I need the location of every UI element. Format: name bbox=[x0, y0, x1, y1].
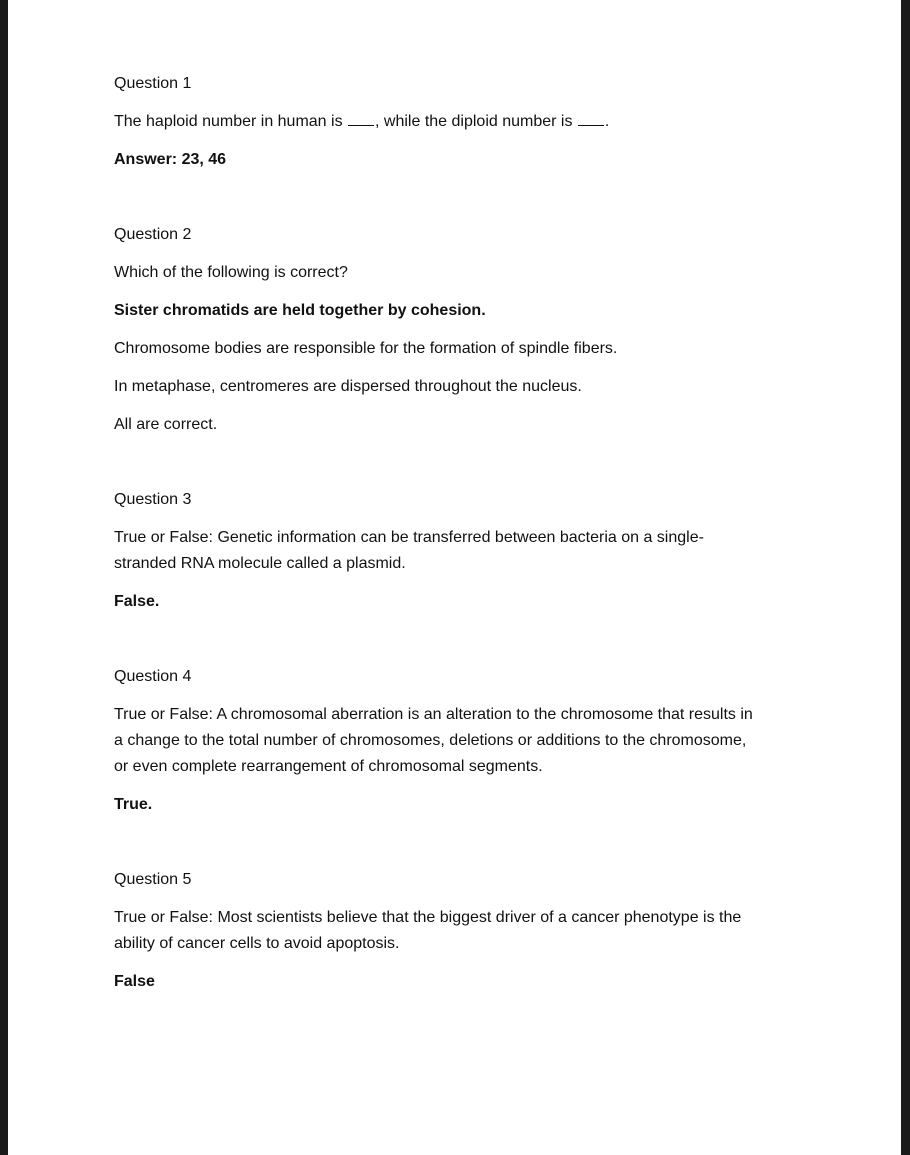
answer-text: True. bbox=[114, 796, 153, 813]
question-5 bbox=[114, 867, 834, 995]
prompt-line: True or False: Genetic information can be transferred between bacteria on a single- bbox=[114, 529, 704, 546]
option-correct: Sister chromatids are held together by cohesion. bbox=[114, 302, 486, 319]
question-3 bbox=[114, 487, 834, 615]
question-title: Question 2 bbox=[114, 226, 192, 243]
prompt-line: a change to the total number of chromosomes, deletions or additions to the chromosome, bbox=[114, 732, 747, 749]
answer-text: False bbox=[114, 973, 155, 990]
prompt-text: The haploid number in human is bbox=[114, 113, 348, 130]
blank-line bbox=[578, 111, 604, 126]
prompt-text: , while the diploid number is bbox=[375, 113, 577, 130]
option: In metaphase, centromeres are dispersed throughout the nucleus. bbox=[114, 378, 582, 395]
prompt-line: or even complete rearrangement of chromosomal segments. bbox=[114, 758, 543, 775]
question-title: Question 1 bbox=[114, 75, 192, 92]
section-spacer bbox=[114, 830, 834, 867]
option: All are correct. bbox=[114, 416, 218, 433]
answer-text: False. bbox=[114, 593, 160, 610]
question-title: Question 3 bbox=[114, 491, 192, 508]
section-spacer bbox=[114, 627, 834, 664]
question-2 bbox=[114, 222, 834, 438]
prompt-line: ability of cancer cells to avoid apoptosis. bbox=[114, 935, 400, 952]
section-spacer bbox=[114, 185, 834, 222]
option: Chromosome bodies are responsible for the formation of spindle fibers. bbox=[114, 340, 618, 357]
question-title: Question 5 bbox=[114, 871, 192, 888]
question-prompt bbox=[114, 109, 834, 135]
question-1 bbox=[114, 71, 834, 173]
question-4 bbox=[114, 664, 834, 818]
question-prompt: Which of the following is correct? bbox=[114, 264, 348, 281]
question-prompt bbox=[114, 702, 834, 780]
question-title: Question 4 bbox=[114, 668, 192, 685]
question-prompt bbox=[114, 905, 834, 957]
blank-line bbox=[348, 111, 374, 126]
section-spacer bbox=[114, 450, 834, 487]
prompt-line: True or False: A chromosomal aberration is an alteration to the chromosome that results in bbox=[114, 706, 753, 723]
question-prompt bbox=[114, 525, 834, 577]
answer-text: Answer: 23, 46 bbox=[114, 151, 227, 168]
prompt-line: True or False: Most scientists believe that the biggest driver of a cancer phenotype is the bbox=[114, 909, 742, 926]
prompt-line: stranded RNA molecule called a plasmid. bbox=[114, 555, 406, 572]
prompt-text: . bbox=[604, 113, 610, 130]
document-page bbox=[8, 0, 901, 1155]
quiz-content bbox=[114, 71, 834, 1007]
